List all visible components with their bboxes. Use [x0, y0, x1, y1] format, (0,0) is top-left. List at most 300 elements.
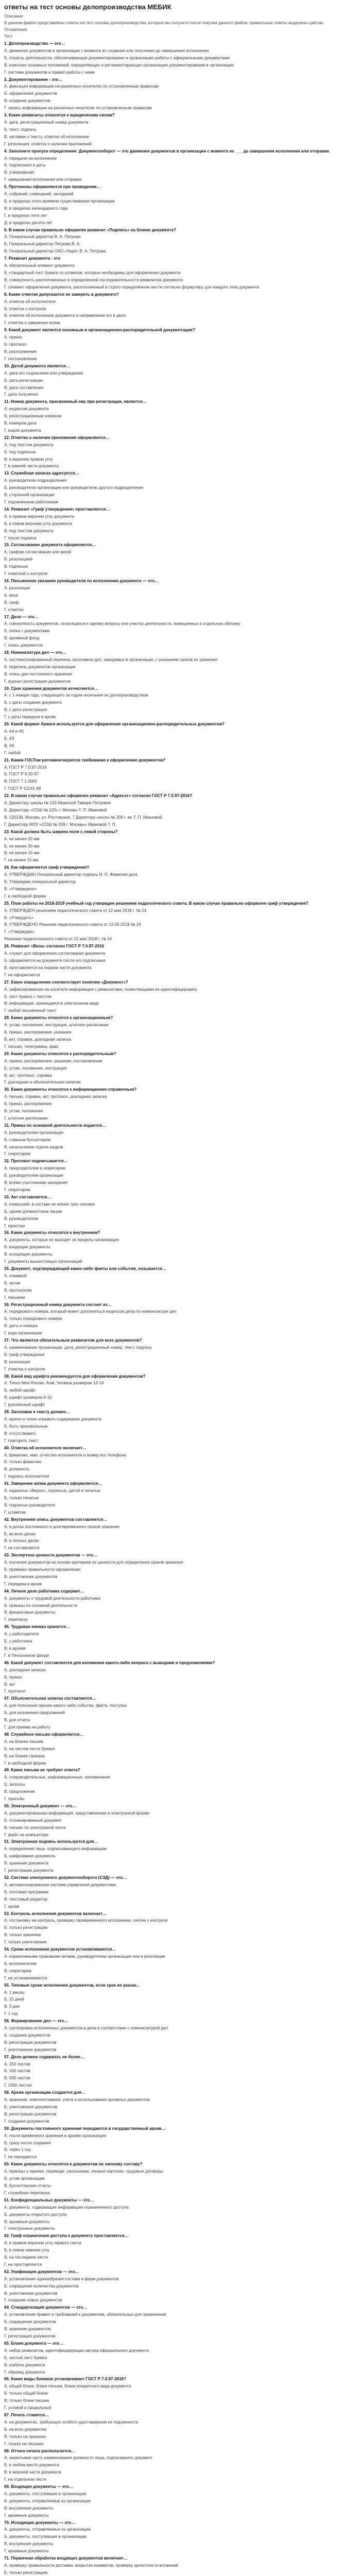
- answer-option: Г. с даты передачи в архив: [4, 715, 56, 720]
- answer-option: В. распоряжение: [4, 349, 37, 354]
- answer-option: Г. в свободной форме: [4, 893, 46, 899]
- question-text: 54. Сроки исполнения документов устанавливаются…: [4, 1947, 116, 1952]
- answer-option: Б. приказ: [4, 1674, 22, 1680]
- question-text: 13. Служебная записка адресуется…: [4, 471, 79, 476]
- answer-option: Г. 1 год: [4, 2011, 18, 2016]
- answer-option: Б. под подписью: [4, 449, 36, 454]
- answer-option: А. документы, которые не выходят за пределы организации: [4, 1238, 119, 1243]
- answer-option: А. дата, регистрационный номер документа: [4, 120, 89, 125]
- answer-option: Г. запись информации на различных носителях по установленным правилам: [4, 106, 152, 111]
- question-text: 1. Делопроизводство — это…: [4, 41, 65, 46]
- answer-option: Б. стандартный лист бумаги со штампом, которые необходимы для оформления документа: [4, 270, 181, 275]
- answer-option: Г. любой: [4, 750, 21, 755]
- answer-option: А. А4 и А5: [4, 729, 24, 734]
- question-text: 24. Как оформляется гриф утверждения?: [4, 865, 89, 870]
- answer-option: Б. руководителем организации: [4, 1173, 63, 1178]
- answer-option: А. в делах постоянного и долговременного сроков хранения: [4, 1524, 119, 1529]
- answer-option: Г. секретарем: [4, 1151, 30, 1157]
- answer-option: В. «Утверждено»: [4, 886, 37, 891]
- answer-option: Б. не менее 30 мм: [4, 843, 40, 849]
- answer-option: А. систематизированный перечень заголовков дел, заводимых в организации, с указанием сроков их хранения: [4, 657, 218, 662]
- question-text: 25. План работы на 2018-2019 учебный год утвержден решением педагогического совета. В каком случае правильно оформлен гриф утверждения?: [4, 901, 308, 906]
- answer-option: В. сторонней организации: [4, 493, 55, 498]
- answer-option: А. совокупность документов, относящихся к одному вопросу или участку деятельности, помещенных в отдельную обложку: [4, 621, 240, 626]
- answer-option: Б. сокращение количества документов: [4, 2283, 79, 2289]
- answer-option: Б. протокол: [4, 342, 27, 347]
- answer-option: В. акт, справка, докладная записка: [4, 1037, 72, 1042]
- answer-option: Б. подписания и даты: [4, 163, 46, 168]
- answer-option: В. предложения: [4, 1789, 35, 1794]
- answer-option: А. УТВЕРЖДЕН решением педагогического совета от 12 мая 2018 г. № 24: [4, 908, 147, 913]
- answer-option: В. уничтожение документов: [4, 1574, 58, 1579]
- question-text: 36. Регистрационный номер документа состоит из…: [4, 1302, 112, 1307]
- answer-option: Б. только регистрацию: [4, 2570, 48, 2575]
- answer-option: Г. не проставляется: [4, 2262, 42, 2267]
- answer-option: А. группировка исполненных документов в дела в соответствии с номенклатурой дел: [4, 2026, 168, 2031]
- question-text: 45. Трудовая книжка хранится…: [4, 1624, 70, 1630]
- answer-option: А. комиссией, в составе не менее трех человек: [4, 1201, 95, 1207]
- answer-option: В. хранение документов: [4, 2327, 51, 2332]
- answer-option: Б. только общий бланк: [4, 2391, 48, 2396]
- answer-option: В. гриф: [4, 600, 19, 605]
- question-text: 56. Формирование дел — это…: [4, 2019, 68, 2024]
- answer-option: Б. приказ, распоряжение: [4, 1101, 52, 1107]
- answer-option: А. руководителю подразделения: [4, 478, 67, 483]
- answer-option: Г. любой письменный текст: [4, 1008, 57, 1013]
- question-text: 68. Оттиск печати располагается…: [4, 2448, 76, 2453]
- answer-option: Б. Утверждаю генеральный директор: [4, 879, 76, 885]
- question-text: 44. Личное дело работника содержит…: [4, 1588, 84, 1594]
- answer-option: Г. отметка о заверении копии: [4, 320, 60, 326]
- answer-option: А. определения лица, подписывающего информацию: [4, 1846, 107, 1852]
- answer-option: В. УТВЕРЖДЕНО Решение педагогического совета от 12.05.2018 № 24: [4, 922, 141, 927]
- answer-option: А. у работодателя: [4, 1632, 39, 1637]
- answer-option: Г. образец документа: [4, 2369, 45, 2375]
- question-text: 23. Какой должна быть ширина поля с левой стороны?: [4, 829, 118, 834]
- answer-option: В. текстовый редактор: [4, 1896, 48, 1902]
- answer-option: Г. докладная и объяснительная записки: [4, 1080, 81, 1085]
- answer-option: В. 3 дня: [4, 2004, 20, 2009]
- answer-option: А. приказ, распоряжение, решение, постановление: [4, 1058, 102, 1063]
- question-text: 67. Печать ставится…: [4, 2412, 49, 2417]
- answer-option: Г. файл на компьютере: [4, 1832, 49, 1837]
- answer-option: Б. запросы: [4, 1782, 25, 1787]
- answer-option: В. всеми участниками заседания: [4, 1180, 67, 1185]
- question-text: 40. Отметка об исполнителе включает…: [4, 1445, 87, 1450]
- answer-option: В. подписью: [4, 564, 28, 569]
- answer-option: А. изучение документов на основе критериев их ценности для определения сроков хранения: [4, 1560, 183, 1565]
- answer-option: Б. папка с документами: [4, 629, 50, 634]
- answer-option: А. не менее 20 мм: [4, 836, 40, 841]
- answer-option: Б. лист бумаги с текстом: [4, 994, 51, 999]
- answer-option: А. наименование организации, дата, регистрационный номер, текст, подпись: [4, 1345, 152, 1350]
- answer-option: В. ГОСТ 7.1-2003: [4, 779, 38, 784]
- question-text: 42. Внутренняя опись документов составляется…: [4, 1517, 108, 1522]
- question-text: 28. Какие документы относятся к организационным?: [4, 1015, 113, 1021]
- question-text: 20. Какой формат бумаги используется для оформления организационно-распорядительных документов?: [4, 722, 225, 727]
- answer-option: А. установление единообразия состава и форм документов: [4, 2276, 119, 2281]
- answer-option: В. только бланк письма: [4, 2398, 49, 2403]
- answer-option: Б. устав организации: [4, 2176, 45, 2181]
- answer-option: В. с даты регистрации: [4, 707, 47, 713]
- answer-option: А. после временного хранения в архиве организации: [4, 2133, 107, 2138]
- answer-option: Г. кодом документа: [4, 428, 41, 433]
- question-text: 51. Электронная подпись используется для…: [4, 1839, 98, 1844]
- answer-option: Б. отрасль деятельности, обеспечивающая документирование и организацию работы с официальными документами: [4, 55, 230, 60]
- answer-option: Г. архивные документы: [4, 2549, 49, 2554]
- answer-option: А. ГОСТ Р 7.0.97-2016: [4, 765, 47, 770]
- answer-option: В. утверждения: [4, 170, 35, 175]
- question-text: 46. Какой документ составляется для изложения какого-либо вопроса с выводами и предложениями?: [4, 1660, 215, 1665]
- answer-option: Г. в Пенсионном фонде: [4, 1653, 49, 1658]
- answer-option: Г. ГОСТ Р 51141-98: [4, 786, 41, 791]
- answer-option: А. документы, поступившие в организацию: [4, 2491, 87, 2496]
- question-text: 7. Реквизит документа - это: [4, 256, 61, 261]
- answer-option: Б. регистрационным номером: [4, 414, 62, 419]
- question-text: 32. Протокол подписывается…: [4, 1159, 68, 1164]
- answer-option: В. в верхнем правом углу: [4, 456, 53, 462]
- answer-option: А. на бланке письма: [4, 1739, 43, 1744]
- question-text: 47. Объяснительная записка составляется…: [4, 1696, 96, 1701]
- answer-option: В. создание документов: [4, 98, 50, 104]
- answer-option: Г. подчиненным работникам: [4, 500, 58, 504]
- answer-option: Г. не менее 15 мм: [4, 858, 39, 863]
- answer-option: Б. у работника: [4, 1639, 32, 1644]
- answer-option: А. нормативными правовыми актами, руководителем организации или в резолюции: [4, 1954, 165, 1959]
- answer-option: А. документы о трудовой деятельности работника: [4, 1596, 100, 1601]
- answer-option: Г. 1000 листов: [4, 2083, 32, 2088]
- answer-option: А. в правом верхнем углу документа: [4, 514, 75, 519]
- answer-option: Б. только порядкового номера: [4, 1316, 62, 1321]
- answer-option: А. 1 месяц: [4, 1990, 25, 1995]
- answer-option: В. регистрации документов: [4, 2111, 57, 2116]
- answer-option: А. председателем и секретарем: [4, 1166, 66, 1171]
- answer-option: В. отсутствовать: [4, 1431, 36, 1436]
- answer-option: В. шрифт размером 8-10: [4, 1395, 52, 1400]
- answer-option: Г. документы вышестоящих организаций: [4, 1259, 82, 1264]
- answer-option: Б. приказы по основной деятельности: [4, 1603, 77, 1608]
- answer-option: Г. письмо, телеграмма, факс: [4, 1044, 59, 1049]
- answer-option: А. набор реквизитов, идентифицирующих автора официального документа: [4, 2348, 149, 2353]
- answer-option: А. документы, отправляемые из организации: [4, 2527, 91, 2532]
- question-text: 57. Дело должно содержать не более…: [4, 2054, 84, 2059]
- answer-option: В. руководителем: [4, 1216, 39, 1221]
- answer-option: Б. главным бухгалтером: [4, 1137, 51, 1142]
- answer-option: Б. шифрования документа: [4, 1854, 56, 1859]
- answer-option: Б. Генеральный директор Петрова В. А.: [4, 242, 81, 247]
- answer-option: В. внутренние документы: [4, 2505, 54, 2511]
- answer-option: В. только на приказах: [4, 2434, 46, 2439]
- answer-option: В. исходящие документы: [4, 1252, 53, 1257]
- answer-option: Б. для изложения предложений: [4, 1710, 65, 1716]
- answer-option: В. в архиве: [4, 1646, 26, 1651]
- answer-option: Б. резолюцией: [4, 557, 32, 562]
- answer-option: Б. актом: [4, 1280, 21, 1285]
- answer-option: А. проверку правильности доставки, вскрытие конвертов, проверку целостности вложений: [4, 2563, 178, 2568]
- answer-option: В. письмо по электронной почте: [4, 1825, 66, 1830]
- answer-option: Б. в пределах этого времени существования организации: [4, 198, 115, 204]
- answer-option: В. протоколом: [4, 1287, 32, 1293]
- test-body: [4, 40, 357, 2576]
- answer-option: В. внутренние документы: [4, 2541, 54, 2547]
- answer-option: В. акт, протокол, справка: [4, 1073, 52, 1078]
- answer-option: А. собраний, совещаний, заседаний: [4, 192, 74, 197]
- answer-option: В. бухгалтерские отчеты: [4, 2183, 51, 2188]
- answer-option: Г. не устанавливаются: [4, 1975, 47, 1980]
- question-text: 50. Электронный документ — это…: [4, 1803, 77, 1808]
- answer-option: Г. угловой и продольный: [4, 2405, 51, 2411]
- answer-option: А. зафиксированная на носителе информация с реквизитами, позволяющими ее идентифицировать: [4, 987, 198, 992]
- answer-option: Б. на всех документах: [4, 2427, 47, 2432]
- answer-option: Г. подпись исполнителя: [4, 1474, 49, 1479]
- question-text: 41. Заверение копии документа оформляется…: [4, 1481, 102, 1486]
- question-text: 31. Приказ по основной деятельности издается…: [4, 1123, 106, 1128]
- answer-option: Б. документы открытого доступа: [4, 2212, 67, 2217]
- question-text: 22. В каком случае правильно оформлен реквизит «Адресат» согласно ГОСТ Р 7.0.97-2016?: [4, 793, 193, 799]
- answer-option: В. уничтожение документов: [4, 2291, 58, 2296]
- answer-option: Б. в левом верхнем углу документа: [4, 521, 72, 526]
- answer-option: А. руководителем организации: [4, 1130, 63, 1135]
- page-title: ответы на тест основы делопроизводства МЕБИК: [4, 3, 171, 11]
- answer-option: А. общий бланк, бланк письма, бланк конкретного вида документа: [4, 2384, 131, 2389]
- answer-option: Б. почтовая программа: [4, 1889, 49, 1894]
- answer-option: Г. завершения исполнения или отправки: [4, 177, 82, 182]
- answer-option: Г. Директору МОУ «СОШ № 209 г. Москвы» Ивановой Т. П.: [4, 822, 116, 827]
- answer-option: Г. отметка: [4, 607, 24, 612]
- answer-option: Г. не составляется: [4, 1546, 40, 1551]
- question-text: 58. Архив организации создается для…: [4, 2090, 86, 2095]
- answer-option: В. регистрация документов: [4, 2040, 57, 2045]
- answer-option: Б. в левом нижнем углу: [4, 2248, 49, 2253]
- answer-option: А. резолюция: [4, 585, 30, 590]
- description-label: Описание: [4, 14, 23, 19]
- answer-option: В. резолюция: [4, 1359, 30, 1364]
- answer-option: В. секретарем: [4, 1968, 31, 1973]
- answer-option: Г. уничтожение документов: [4, 2047, 57, 2052]
- answer-option: Б. документы, отправляемые из организации: [4, 2498, 91, 2503]
- answer-option: А. с 1 января года, следующего за годом окончания их делопроизводством: [4, 693, 148, 698]
- answer-option: В. проставляется на первом листе документа: [4, 965, 92, 970]
- answer-option: Г. регистрация документов: [4, 2334, 56, 2338]
- answer-option: Б. в любом месте документа: [4, 2463, 59, 2468]
- answer-option: Д. в пределах десяти лет: [4, 220, 53, 225]
- question-text: 15. Согласование документа оформляется…: [4, 543, 96, 548]
- answer-option: Г. просьбы: [4, 1797, 25, 1802]
- question-text: 14. Реквизит «Гриф утверждения» проставляется…: [4, 506, 110, 512]
- answer-option: В. архивные документы: [4, 2219, 50, 2224]
- question-text: 8. Какие отметки допускается не заверять в документе?: [4, 292, 119, 297]
- answer-option: Г. передача в архив: [4, 1581, 42, 1586]
- answer-option: А. докладная записка: [4, 1667, 46, 1672]
- answer-option: Г. архив: [4, 1904, 20, 1909]
- answer-option: Г. не оформляется: [4, 972, 40, 977]
- answer-option: В. хранения документа: [4, 1861, 48, 1866]
- answer-option: Б. входящие документы: [4, 1245, 50, 1250]
- answer-option: А. захватывая часть наименования должности лица, подписавшего документ: [4, 2455, 153, 2461]
- answer-option: А. движение документов в организации с момента их создания или получения до завершения исполнения: [4, 48, 209, 53]
- answer-option: А. в правом верхнем углу первого листа: [4, 2241, 81, 2246]
- question-text: 59. Документы постоянного хранения передаются в государственный архив…: [4, 2126, 166, 2131]
- question-text: 3. Какие реквизиты относятся к юридическим силам?: [4, 113, 115, 118]
- answer-option: А. служит для оформления согласования документа: [4, 951, 106, 956]
- answer-option: Г. юристом: [4, 1223, 25, 1228]
- question-text: 60. Какие документы относятся к документам по личному составу?: [4, 2162, 143, 2167]
- answer-option: Б. ГОСТ Р 6.30-97: [4, 772, 39, 777]
- answer-option: Б. оформляется на документе после его подписания: [4, 958, 106, 963]
- answer-option: Г. рукописный шрифт: [4, 1402, 45, 1408]
- answer-option: Г. отметкой о контроле: [4, 571, 48, 577]
- question-text: 29. Какие документы относятся к распорядительным?: [4, 1051, 116, 1056]
- question-text: 4. Заполните пропуск определения: Документооборот — это движение документов в организации с момента их ___ до завершения исполнения или отправки.: [4, 148, 330, 154]
- answer-option: А. индексом документа: [4, 406, 49, 412]
- answer-option: В. отметка об исполнении документа и направлении его в дело: [4, 313, 126, 318]
- answer-option: В. через 1 год: [4, 2147, 31, 2153]
- answer-option: Б. гриф утверждения: [4, 1352, 45, 1357]
- question-text: 35. Документ, подтверждающий какие-либо факты или события, называется…: [4, 1266, 166, 1271]
- answer-option: Г. кода организации: [4, 1331, 42, 1336]
- answer-option: В. устав, положение: [4, 1109, 43, 1114]
- answer-option: А. на документах, требующих особого удостоверения их подлинности: [4, 2419, 139, 2425]
- answer-option: Г. отметка о контроле: [4, 1366, 46, 1371]
- answer-option: Б. проверка правильности оформления: [4, 1567, 81, 1572]
- answer-option: Г. штатное расписание: [4, 1115, 48, 1121]
- answer-option: Г. резолюция, отметка о наличии приложений: [4, 141, 92, 146]
- answer-option: Б. любой шрифт: [4, 1388, 36, 1393]
- answer-option: Г. регистрации документа: [4, 1868, 54, 1873]
- answer-option: Б. создание документов: [4, 2032, 50, 2038]
- question-text: 37. Что является обязательным реквизитом для всех документов?: [4, 1338, 142, 1343]
- question-text: 70. Исходящие документы — это…: [4, 2520, 76, 2525]
- answer-option: Г. электронные документы: [4, 2226, 55, 2231]
- answer-option: Г. создание новых документов: [4, 2298, 62, 2303]
- question-text: 33. Акт составляется…: [4, 1194, 51, 1199]
- question-text: 61. Конфиденциальные документы — это…: [4, 2197, 94, 2202]
- answer-option: А. фиксация информации на различных носителях по установленным правилам: [4, 84, 159, 89]
- answer-option: Г. служебная переписка: [4, 2190, 50, 2195]
- answer-option: В. финансовые документы: [4, 1610, 56, 1615]
- answer-option: Г. только уничтожение: [4, 1940, 47, 1945]
- answer-option: В. Генеральный директор ОАО «Заря» В. А. Петрова: [4, 249, 106, 254]
- answer-option: Г. в нижней части документа: [4, 464, 59, 469]
- answer-option: А. передачи на исполнение: [4, 156, 57, 161]
- question-text: 21. Каким ГОСТом регламентируются требования к оформлению документов?: [4, 757, 166, 762]
- answer-option: Б. сразу после создания: [4, 2140, 51, 2145]
- answer-option: Г. только на письмах: [4, 2441, 44, 2446]
- answer-option: А. сопроводительные, информационные, напоминания: [4, 1775, 110, 1780]
- answer-option: Г. «Утверждаю»: [4, 929, 35, 935]
- answer-option: Б. только фамилию: [4, 1460, 42, 1465]
- answer-option: Г. в пределах пяти лет: [4, 213, 47, 218]
- question-text: 18. Номенклатура дел — это…: [4, 650, 66, 655]
- answer-option: Б. дата регистрации: [4, 378, 43, 383]
- answer-option: В. не менее 10 мм: [4, 851, 40, 856]
- question-text: 17. Дело — это…: [4, 614, 39, 619]
- answer-option: Б. только регистрацию: [4, 1925, 48, 1930]
- answer-option: В. в пределах календарного года: [4, 206, 68, 211]
- answer-option: Г. создания документов: [4, 2119, 49, 2124]
- answer-option: Б. отсканированный документ: [4, 1818, 62, 1823]
- answer-option: А. надписью «Верно», подписью, датой и печатью: [4, 1488, 100, 1494]
- answer-option: Г. постановление: [4, 356, 37, 361]
- answer-option: В. заглавие к тексту, отметка об исполнении: [4, 134, 89, 139]
- answer-option: В. архивный фонд: [4, 636, 40, 641]
- answer-option: Г. архивные документы: [4, 2513, 49, 2518]
- answer-option: Б. исполнителем: [4, 1961, 37, 1966]
- answer-option: Б. отметка о контроле: [4, 306, 46, 311]
- test-label: Тест: [4, 34, 13, 39]
- answer-option: В. для отчета: [4, 1718, 30, 1723]
- answer-option: А. дата его подписания или утверждения: [4, 370, 83, 376]
- answer-option: Б. только печатью: [4, 1495, 39, 1500]
- answer-option: Б. виза: [4, 592, 18, 598]
- question-text: 34. Какие документы относятся к внутренним?: [4, 1230, 100, 1235]
- answer-option: А. документы, содержащие информацию ограниченного доступа: [4, 2205, 129, 2210]
- answer-option: А. отметка об исполнителе: [4, 299, 56, 304]
- question-text: 65. Бланк документа — это…: [4, 2341, 64, 2346]
- answer-option: А. Генеральный директор В. А. Петрова: [4, 234, 81, 240]
- answer-option: А. справкой: [4, 1273, 27, 1278]
- answer-option: А. для пояснения причин какого-либо события, факта, поступка: [4, 1703, 127, 1708]
- answer-option: Г. журнал регистрации документов: [4, 679, 71, 684]
- answer-option: Б. текст, подпись: [4, 127, 37, 132]
- answer-option: В. в верхней части документа: [4, 2470, 61, 2475]
- answer-option: Б. А3: [4, 736, 14, 741]
- answer-option: А. 250 листов: [4, 2061, 30, 2066]
- answer-option: В. шаблон документа: [4, 2362, 45, 2367]
- answer-option: А. фамилию, имя, отчество исполнителя и номер его телефона: [4, 1452, 126, 1458]
- answer-option: Б. уничтожения документов: [4, 2105, 58, 2109]
- answer-option: Б. во всех делах: [4, 1531, 36, 1536]
- answer-option: Б. документы, поступившие в организацию: [4, 2534, 87, 2539]
- answer-option: В. даты и номера: [4, 1324, 38, 1329]
- answer-option: В. на последнем листе: [4, 2255, 48, 2260]
- question-text: 39. Заголовок к тексту должен…: [4, 1410, 70, 1415]
- answer-option: Б. устав, положение, инструкция: [4, 1065, 67, 1071]
- answer-option: А. грифом согласования или визой: [4, 550, 72, 555]
- answer-option: В. совокупность расположенных в определённой последовательности реквизитов документа: [4, 277, 183, 282]
- answer-option: Г. для приема на работу: [4, 1724, 51, 1730]
- intro-text: В данном файле представлены ответы на тест основы делопроизводства, которые вы получите после покупки данного файла, правильные ответы выделены цветом.: [4, 21, 324, 25]
- answer-option: Б. перечень документов организации: [4, 664, 76, 669]
- question-text: 71. Первичная обработка входящих документов включает…: [4, 2556, 128, 2561]
- question-text: 16. Письменное указание руководителя по исполнению документа — это…: [4, 578, 159, 583]
- answer-option: А. постановку на контроль, проверку своевременного исполнения, снятие с контроля: [4, 1918, 168, 1923]
- answer-option: В. номером дела: [4, 421, 37, 426]
- answer-option: Б. приказ, распоряжение, указание: [4, 1030, 72, 1035]
- question-text: 38. Какой вид шрифта рекомендуется для оформления документов?: [4, 1374, 146, 1379]
- answer-option: Г. опись документов: [4, 643, 43, 648]
- answer-option: Б. руководителю организации или руководителю другого подразделения: [4, 485, 143, 490]
- answer-option: В. акт: [4, 1682, 15, 1687]
- answer-option: Г. элемент оформления документа, расположенный в строго определённом месте согласно формуляру для каждого типа документа: [4, 284, 260, 290]
- answer-option: В. подписью руководителя: [4, 1502, 55, 1507]
- answer-option: Г. повторять текст: [4, 1438, 39, 1443]
- answer-option: В. начальником отдела кадров: [4, 1144, 63, 1149]
- answer-option: А. установление правил и требований к документам, обязательных для применения: [4, 2312, 166, 2317]
- question-text: 64. Стандартизация документов — это…: [4, 2305, 88, 2310]
- question-text: 66. Какие виды бланков устанавливает ГОСТ Р 7.0.97-2016?: [4, 2377, 126, 2382]
- answer-option: А. под текстом документа: [4, 442, 54, 447]
- answer-option: Б. сокращение документов: [4, 2319, 56, 2325]
- answer-option: А. устав, положение, инструкция, штатное расписание: [4, 1023, 109, 1028]
- answer-option: В. должность: [4, 1467, 30, 1472]
- question-text: 5. Протоколы оформляются при проведении…: [4, 184, 101, 190]
- answer-option: В. комплекс основных положений, определяющих и регламентирующих организацию документирования в организации: [4, 62, 234, 67]
- question-text: 19. Срок хранения документов исчисляется…: [4, 686, 98, 691]
- answer-option: А. приказ: [4, 335, 22, 340]
- answer-option: Г. на отдельном листе: [4, 2477, 46, 2482]
- answer-option: Б. на чистом листе бумаги: [4, 1746, 55, 1751]
